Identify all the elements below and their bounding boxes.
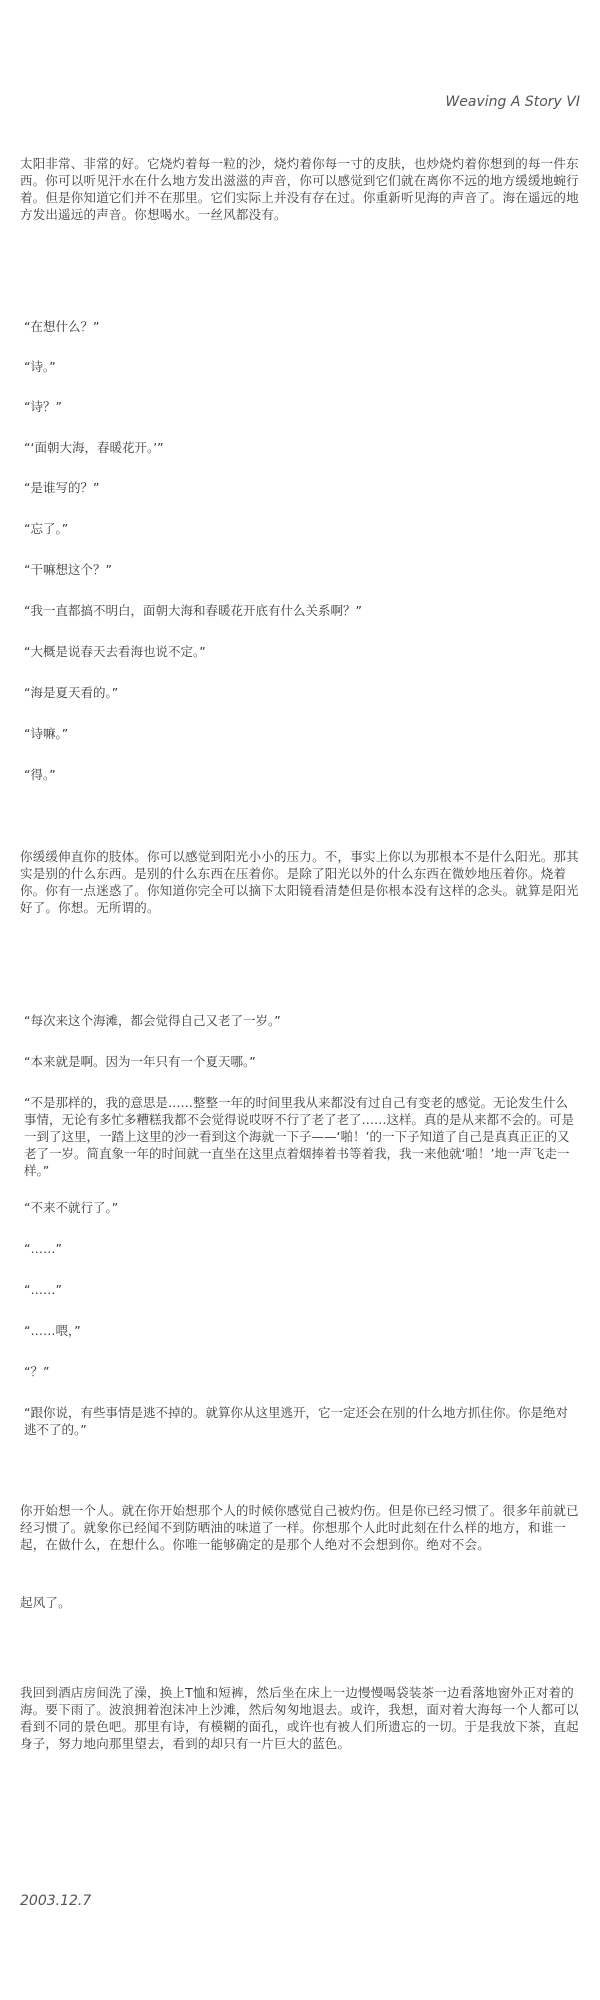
dialogue-line: “诗。” <box>24 359 56 374</box>
dialogue-line: “每次来这个海滩，都会觉得自己又老了一岁。” <box>24 1013 281 1028</box>
story-title: Weaving A Story VI <box>445 94 580 110</box>
dialogue-line: “……” <box>24 1241 62 1256</box>
dialogue-line: “……喂，” <box>24 1323 81 1338</box>
dialogue-line: “不来不就行了。” <box>24 1200 119 1215</box>
dialogue-line: “诗？” <box>24 399 62 414</box>
dialogue-line: “本来就是啊。因为一年只有一个夏天哪。” <box>24 1054 256 1069</box>
paragraph-thinking: 你开始想一个人。就在你开始想那个人的时候你感觉自己被灼伤。但是你已经习惯了。很多年前就已经习惯了。就象你已经闻不到防晒油的味道了一样。你想那个人此时此刻在什么样的地方，和谁一起，在做什么，在想什么。你唯一能够确定的是那个人绝对不会想到你。绝对不会。 <box>20 1503 579 1552</box>
dialogue-line: “忘了。” <box>24 521 69 536</box>
paragraph-pressure: 你缓缓伸直你的肢体。你可以感觉到阳光小小的压力。不，事实上你以为那根本不是什么阳光。那其实是别的什么东西。是别的什么东西在压着你。是除了阳光以外的什么东西在微妙地压着你。烧着你。你有一点迷惑了。你知道你完全可以摘下太阳镜看清楚但是你根本没有这样的念头。就算是阳光好了。你想。无所谓的。 <box>20 849 579 915</box>
dialogue-line: “在想什么？” <box>24 319 100 334</box>
dialogue-line: “得。” <box>24 767 56 782</box>
dialogue-line: “干嘛想这个？” <box>24 562 112 577</box>
dialogue-line: “海是夏天看的。” <box>24 685 119 700</box>
dialogue-line: “‘面朝大海，春暖花开。’” <box>24 440 164 455</box>
dialogue-line: “大概是说春天去看海也说不定。” <box>24 644 206 659</box>
dialogue-line: “？” <box>24 1364 50 1379</box>
dialogue-line: “是谁写的？” <box>24 480 100 495</box>
dialogue-line: “我一直都搞不明白，面朝大海和春暖花开底有什么关系啊？” <box>24 603 362 618</box>
dialogue-line: “跟你说，有些事情是逃不掉的。就算你从这里逃开，它一定还会在别的什么地方抓住你。你是绝对逃不了的。” <box>24 1405 568 1437</box>
paragraph-hotel: 我回到酒店房间洗了澡，换上T恤和短裤，然后坐在床上一边慢慢喝袋装茶一边看落地窗外正对着的海。要下雨了。波浪拥着泡沫冲上沙滩，然后匆匆地退去。或许，我想，面对着大海每一个人都可以看到不同的景色吧。那里有诗，有模糊的面孔，或许也有被人们所遗忘的一切。于是我放下茶，直起身子，努力地向那里望去，看到的却只有一片巨大的蓝色。 <box>20 1685 579 1751</box>
paragraph-sun: 太阳非常、非常的好。它烧灼着每一粒的沙，烧灼着你每一寸的皮肤，也炒烧灼着你想到的每一件东西。你可以听见汗水在什么地方发出滋滋的声音，你可以感觉到它们就在离你不远的地方缓缓地蜿行着。但是你知道它们并不在那里。它们实际上并没有存在过。你重新听见海的声音了。海在遥远的地方发出遥远的声音。你想喝水。一丝风都没有。 <box>20 156 579 222</box>
story-date: 2003.12.7 <box>20 1893 92 1909</box>
dialogue-line: “不是那样的，我的意思是……整整一年的时间里我从来都没有过自己有变老的感觉。无论发生什么事情，无论有多忙多糟糕我都不会觉得说哎呀不行了老了老了……这样。真的是从来都不会的。可是一到了这里，一踏上这里的沙一看到这个海就一下子——‘啪！’的一下子知道了自己是真真正正的又老了一岁。简直象一年的时间就一直坐在这里点着烟捧着书等着我，我一来他就‘啪！’地一声飞走一样。” <box>24 1095 575 1178</box>
dialogue-line: “……” <box>24 1282 62 1297</box>
dialogue-line: “诗嘛。” <box>24 726 69 741</box>
paragraph-wind: 起风了。 <box>20 1595 71 1610</box>
